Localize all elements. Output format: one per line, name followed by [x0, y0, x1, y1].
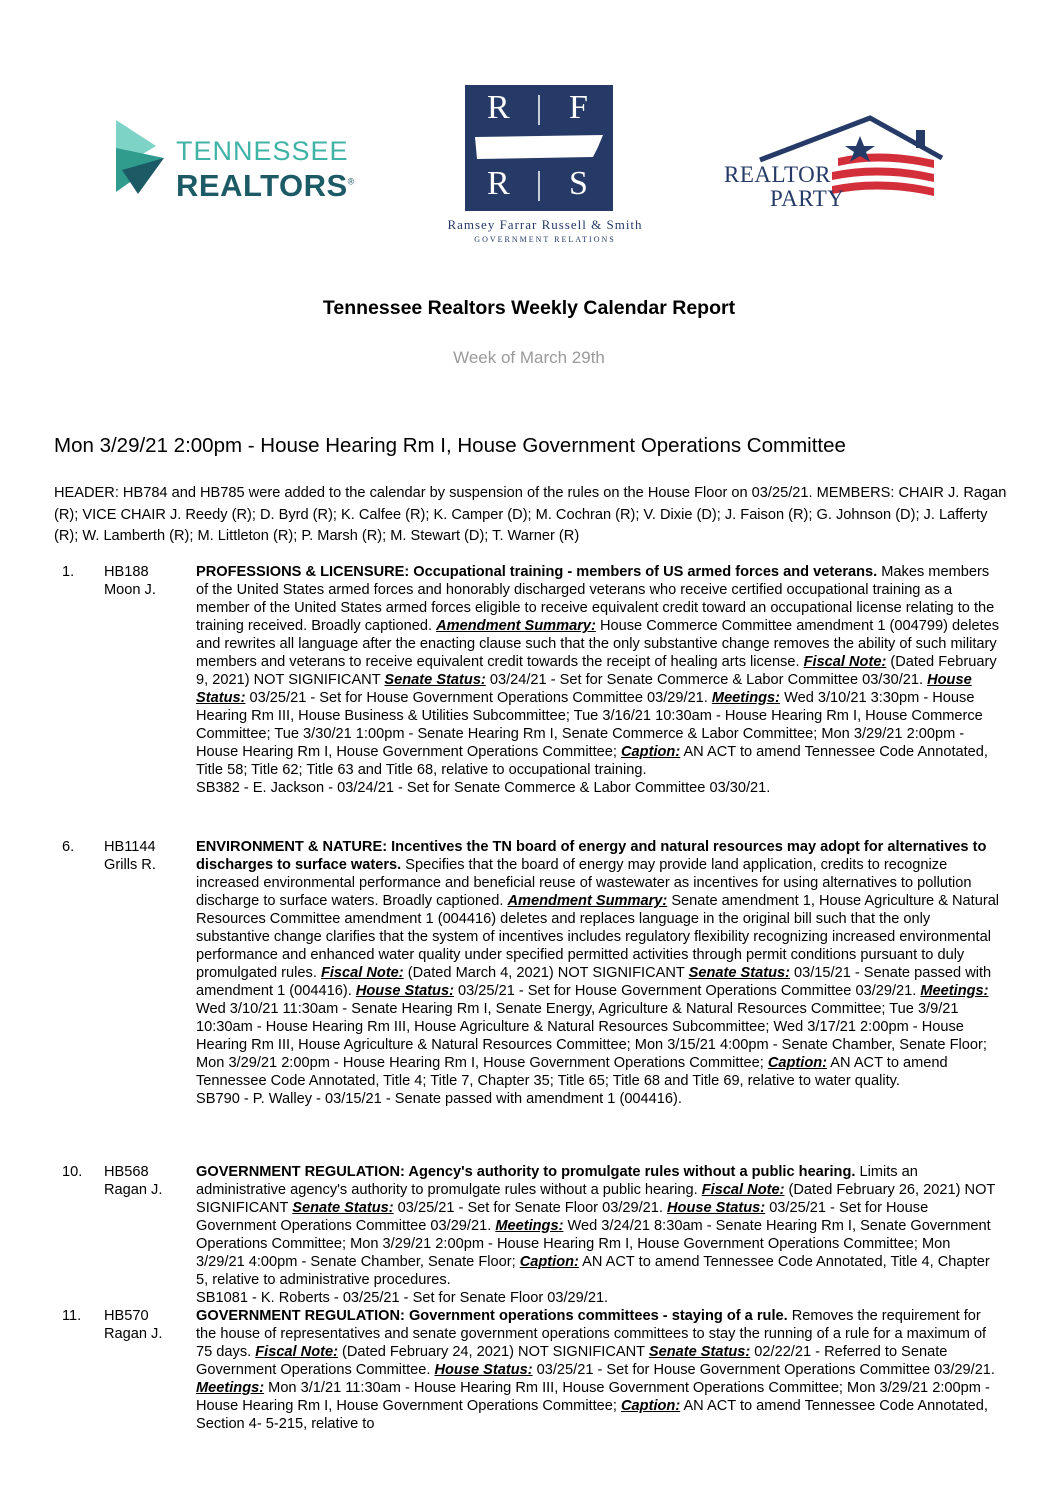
- bill-summary: Specifies that the board of energy may provide land application, credits to recognize increased environmental performance and beneficial reuse of wastewater as incentives for using alternatives to pollution discharge to surface waters. Broadly captioned.: [196, 857, 972, 909]
- caption-label: Caption:: [767, 1055, 828, 1071]
- bill-fiscal: (Dated March 4, 2021) NOT SIGNIFICANT: [403, 965, 689, 981]
- bill-summary: Makes members of the United States armed forces and honorably discharged veterans who receive certified occupational training as a member of the United States armed forces eligible to receive equivalent credit toward an occupational license relating to the training received. Broadly captioned.: [196, 564, 995, 634]
- bill-house-status: 03/25/21 - Set for House Government Operations Committee 03/29/21.: [532, 1362, 995, 1378]
- bill-sponsor: Ragan J.: [104, 1326, 163, 1342]
- bill-senate-status: 03/25/21 - Set for Senate Floor 03/29/21.: [393, 1200, 668, 1216]
- bill-fiscal: (Dated February 9, 2021) NOT SIGNIFICANT: [196, 654, 997, 688]
- bill-companion: SB1081 - K. Roberts - 03/25/21 - Set for Senate Floor 03/29/21.: [196, 1290, 609, 1306]
- bill-fiscal: (Dated February 26, 2021) NOT SIGNIFICANT: [196, 1182, 996, 1216]
- realtor-party-line2: PARTY: [770, 186, 845, 211]
- bill-body: [196, 1307, 1002, 1433]
- rfrs-letter-r1: R: [487, 89, 510, 126]
- senate-label: Senate Status:: [648, 1344, 751, 1360]
- fiscal-label: Fiscal Note:: [803, 654, 887, 670]
- bill-code: HB570: [104, 1308, 149, 1324]
- meetings-label: Meetings:: [711, 690, 781, 706]
- bill-body: [196, 838, 1002, 1108]
- rfrs-letter-s: S: [569, 165, 588, 202]
- bill-meetings: Wed 3/24/21 8:30am - Senate Hearing Rm I, Senate Government Operations Committee; Mon 3/29/21 2:00pm - House Hearing Rm I, House Government Operations Committee; Mon 3/29/21 4:00pm - Senate Chamber, Senate Floor;: [196, 1218, 991, 1270]
- house-label: House Status:: [667, 1200, 766, 1216]
- rfrs-logo: [400, 85, 690, 255]
- fiscal-label: Fiscal Note:: [255, 1344, 338, 1360]
- bill-meetings: Mon 3/1/21 11:30am - House Hearing Rm III, House Government Operations Committee; Mon 3/29/21 2:00pm - House Hearing Rm I, House Government Operations Committee;: [196, 1380, 990, 1414]
- bill-sponsor: Ragan J.: [104, 1182, 163, 1198]
- bill-number: 1.: [62, 564, 75, 580]
- bill-house-status: 03/25/21 - Set for House Government Operations Committee 03/29/21.: [245, 690, 712, 706]
- bill-number: 6.: [62, 839, 75, 855]
- caption-label: Caption:: [621, 744, 681, 760]
- fiscal-label: Fiscal Note:: [701, 1182, 785, 1198]
- bill-code: HB568: [104, 1164, 149, 1180]
- tennessee-realtors-line1: TENNESSEE: [176, 136, 349, 166]
- rfrs-letter-r2: R: [487, 165, 510, 202]
- house-label: House Status:: [196, 672, 972, 706]
- house-label: House Status:: [434, 1362, 533, 1378]
- bill-body: [196, 563, 1002, 797]
- bill-body: [196, 1163, 1002, 1307]
- bill-companion: SB790 - P. Walley - 03/15/21 - Senate passed with amendment 1 (004416).: [196, 1091, 682, 1107]
- bill-caption: AN ACT to amend Tennessee Code Annotated, Title 58; Title 62; Title 63 and Title 68, relative to occupational training.: [196, 744, 988, 778]
- amendment-label: Amendment Summary:: [436, 618, 596, 634]
- bill-number: 11.: [62, 1308, 82, 1324]
- bill-sponsor: Moon J.: [104, 582, 156, 598]
- bill-meetings: Wed 3/10/21 11:30am - Senate Hearing Rm I, Senate Energy, Agriculture & Natural Resources Committee; Tue 3/9/21 10:30am - House Hearing Rm III, House Agriculture & Natural Resources Subcommittee; Wed 3/17/21 2:00pm - House Hearing Rm III, House Agriculture & Natural Resources Committee; Mon 3/15/21 4:00pm - Senate Chamber, Senate Floor; Mon 3/29/21 2:00pm - House Hearing Rm I, House Government Operations Committee;: [196, 1001, 987, 1071]
- bill-senate-status: 03/24/21 - Set for Senate Commerce & Labor Committee 03/30/21.: [485, 672, 928, 688]
- house-label: House Status:: [355, 983, 454, 999]
- bill-amendment: House Commerce Committee amendment 1 (004799) deletes and rewrites all language after the enacting clause such that the only substantive change removes the ability of such military members and veterans to receive equivalent credit towards the receipt of healing arts license.: [196, 618, 1000, 670]
- tennessee-realtors-logo: [112, 118, 374, 208]
- bill-headline: ENVIRONMENT & NATURE: Incentives the TN board of energy and natural resources may adopt for alternatives to discharges to surface waters.: [196, 839, 987, 873]
- rfrs-subname: GOVERNMENT RELATIONS: [474, 235, 616, 244]
- bill-senate-status: 02/22/21 - Referred to Senate Government Operations Committee.: [196, 1344, 948, 1378]
- bill-meetings: Wed 3/10/21 3:30pm - House Hearing Rm III, House Business & Utilities Subcommittee; Tue 3/16/21 10:30am - House Hearing Rm I, House Commerce Committee; Tue 3/30/21 1:00pm - Senate Hearing Rm I, Senate Commerce & Labor Committee; Mon 3/29/21 2:00pm - House Hearing Rm I, House Government Operations Committee;: [196, 690, 983, 760]
- bill-fiscal: (Dated February 24, 2021) NOT SIGNIFICANT: [337, 1344, 649, 1360]
- realtor-party-line1: REALTOR: [724, 162, 832, 187]
- bill-summary: Limits an administrative agency's authority to promulgate rules without a public hearing.: [196, 1164, 918, 1198]
- bill-amendment: Senate amendment 1, House Agriculture & Natural Resources Committee amendment 1 (004416) deletes and replaces language in the original bill such that the only substantive change clarifies that the system of incentives includes regulatory flexibility recognizing increased environmental performance and enhanced water quality under specified permitted activities through permit conditions pursuant to duly promulgated rules.: [196, 893, 1000, 981]
- meetings-label: Meetings:: [495, 1218, 564, 1234]
- report-subtitle: Week of March 29th: [453, 348, 605, 367]
- bill-headline: PROFESSIONS & LICENSURE: Occupational training - members of US armed forces and veterans.: [196, 564, 878, 580]
- bill-companion: SB382 - E. Jackson - 03/24/21 - Set for Senate Commerce & Labor Committee 03/30/21.: [196, 780, 771, 796]
- meeting-heading: Mon 3/29/21 2:00pm - House Hearing Rm I, House Government Operations Committee: [54, 434, 846, 457]
- senate-label: Senate Status:: [384, 672, 486, 688]
- meetings-label: Meetings:: [920, 983, 989, 999]
- caption-label: Caption:: [621, 1398, 681, 1414]
- bill-house-status: 03/25/21 - Set for House Government Operations Committee 03/29/21.: [196, 1200, 929, 1234]
- senate-label: Senate Status:: [688, 965, 790, 981]
- bill-number: 10.: [62, 1164, 83, 1180]
- bill-headline: GOVERNMENT REGULATION: Government operations committees - staying of a rule.: [196, 1308, 788, 1324]
- meetings-label: Meetings:: [196, 1380, 265, 1396]
- bill-senate-status: 03/15/21 - Senate passed with amendment 1 (004416).: [196, 965, 992, 999]
- bill-caption: AN ACT to amend Tennessee Code Annotated, Title 4, Chapter 5, relative to administrative procedures.: [196, 1254, 990, 1288]
- bill-summary: Removes the requirement for the house of representatives and senate government operations committees to stay the running of a rule for a maximum of 75 days.: [196, 1308, 987, 1360]
- bill-house-status: 03/25/21 - Set for House Government Operations Committee 03/29/21.: [453, 983, 921, 999]
- senate-label: Senate Status:: [292, 1200, 394, 1216]
- rfrs-name: Ramsey Farrar Russell & Smith: [447, 217, 643, 232]
- realtor-party-logo: [720, 114, 950, 214]
- tennessee-realtors-line2: REALTORS®: [176, 168, 355, 203]
- rfrs-letter-f: F: [569, 89, 588, 126]
- bill-caption: AN ACT to amend Tennessee Code Annotated, Title 4; Title 7, Chapter 35; Title 65; Title 68 and Title 69, relative to water quality.: [196, 1055, 948, 1089]
- report-title: Tennessee Realtors Weekly Calendar Report: [322, 297, 736, 319]
- bill-code: HB188: [104, 564, 149, 580]
- rfrs-logo-box: [465, 85, 613, 211]
- bill-sponsor: Grills R.: [104, 857, 156, 873]
- fiscal-label: Fiscal Note:: [320, 965, 404, 981]
- amendment-label: Amendment Summary:: [507, 893, 668, 909]
- tennessee-realtors-mark-icon: [112, 118, 176, 198]
- caption-label: Caption:: [519, 1254, 579, 1270]
- bill-code: HB1144: [104, 839, 156, 855]
- header-text: HEADER: HB784 and HB785 were added to the calendar by suspension of the rules on the House Floor on 03/25/21. MEMBERS: CHAIR J. Ragan (R); VICE CHAIR J. Reedy (R); D. Byrd (R); K. Calfee (R); K. Camper (D); M. Cochran (R); V. Dixie (D); J. Faison (R); G. Johnson (D); J. Lafferty (R); W. Lamberth (R); M. Littleton (R); P. Marsh (R); M. Stewart (D); T. Warner (R): [54, 485, 1007, 544]
- bill-caption: AN ACT to amend Tennessee Code Annotated, Section 4- 5-215, relative to: [196, 1398, 988, 1432]
- bill-headline: GOVERNMENT REGULATION: Agency's authority to promulgate rules without a public hearing.: [196, 1164, 856, 1180]
